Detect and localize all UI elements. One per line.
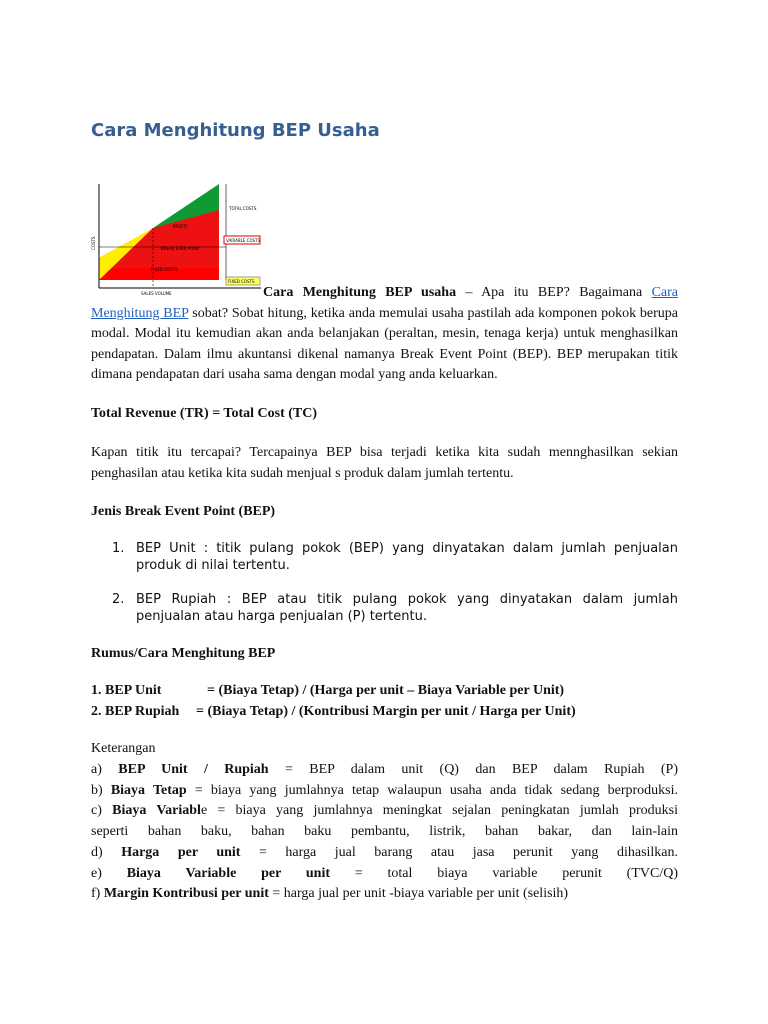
item-prefix: a): [91, 762, 102, 777]
keterangan-item-a: [91, 762, 678, 778]
item-term: BEP Unit / Rupiah: [118, 762, 269, 777]
rumus-heading-text: Rumus/Cara Menghitung BEP: [91, 646, 276, 661]
list-number: 2.: [112, 592, 125, 607]
x-axis-label: SALES VOLUME: [141, 291, 172, 296]
item-definition: = biaya yang jumlahnya tetap walaupun usaha anda tidak sedang berproduksi.: [194, 783, 679, 798]
kapan-paragraph: [91, 442, 678, 484]
list-item-line: BEP Unit : titik pulang pokok (BEP) yang dinyatakan dalam jumlah penjualan: [136, 541, 678, 556]
keterangan-item-b: [91, 783, 678, 799]
rumus-formula: = (Biaya Tetap) / (Harga per unit – Biaya Variable per Unit): [207, 683, 565, 698]
intro-link-menghitung-bep[interactable]: Menghitung BEP: [91, 305, 189, 321]
formula-tr-text: Total Revenue (TR) = Total Cost (TC): [91, 406, 318, 421]
item-term: Biaya Variable per unit: [126, 866, 330, 881]
bep-chart-image: [91, 180, 261, 298]
item-term: Harga per unit: [121, 845, 241, 860]
jenis-heading: [91, 502, 678, 523]
intro-body: sobat? Sobat hitung, ketika anda memulai usaha pastilah ada komponen pokok berupa modal. Modal itu kemudian akan anda belanjakan (peraltan, mesin, tenaga kerja) untuk menghasilkan pendapatan. Dalam ilmu akuntansi dikenal namanya Break Event Point (BEP). BEP merupakan titik dimana pendapatan dari usaha sama dengan modal yang anda keluarkan.: [91, 305, 678, 383]
rumus-label: 1. BEP Unit: [91, 683, 162, 698]
rumus-line: [91, 683, 678, 699]
formula-tr: [91, 404, 678, 425]
item-term: Biaya Variabl: [112, 803, 201, 818]
list-number: 1.: [112, 541, 125, 556]
jenis-heading-text: Jenis Break Event Point (BEP): [91, 504, 276, 519]
item-prefix: d): [91, 845, 103, 860]
profit-label: PROFIT: [173, 224, 188, 229]
list-item-line: produk di nilai tertentu.: [136, 558, 290, 573]
bep-chart-figure: [91, 180, 261, 298]
item-prefix: f): [91, 886, 101, 901]
keterangan-item-c-line2: seperti bahan baku, bahan baku pembantu, listrik, bahan bakar, dan lain-lain: [91, 824, 678, 839]
item-term: Margin Kontribusi per unit: [103, 886, 269, 901]
intro-lead: Cara Menghitung BEP usaha: [263, 285, 457, 300]
rumus-heading: [91, 644, 678, 665]
intro-paragraph: [91, 283, 678, 386]
rumus-line: [91, 704, 678, 720]
rumus-label: 2. BEP Rupiah: [91, 704, 180, 719]
item-prefix: b): [91, 783, 103, 798]
keterangan-heading: Keterangan: [91, 741, 156, 756]
y-axis-label: COSTS: [91, 236, 96, 250]
fixed-costs-area-label: FIXED COSTS: [151, 267, 178, 272]
item-definition: = harga jual barang atau jasa perunit yang dihasilkan.: [258, 845, 679, 860]
item-definition: e = biaya yang jumlahnya meningkat sejalan peningkatan jumlah produksi: [200, 803, 678, 818]
item-definition: = harga jual per unit -biaya variable per unit (selisih): [272, 886, 569, 901]
intro-link-cara[interactable]: Cara: [651, 285, 678, 300]
item-prefix: c): [91, 803, 102, 818]
keterangan-item-c: [91, 803, 678, 819]
keterangan-item-f: [91, 886, 678, 902]
fixed-costs-label: FIXED COSTS: [228, 279, 255, 284]
item-definition: = BEP dalam unit (Q) dan BEP dalam Rupiah (P): [284, 762, 679, 777]
item-prefix: e): [91, 866, 102, 881]
keterangan-item-d: [91, 845, 678, 861]
keterangan-item-e: [91, 866, 678, 882]
break-even-label: BREAK EVEN POINT: [161, 246, 200, 251]
variable-costs-label: VARIABLE COSTS: [226, 238, 261, 243]
list-item-line: penjualan atau harga penjualan (P) tertentu.: [136, 609, 427, 624]
item-definition: = total biaya variable perunit (TVC/Q): [354, 866, 678, 881]
page-title: Cara Menghitung BEP Usaha: [91, 120, 380, 141]
list-item-line: BEP Rupiah : BEP atau titik pulang pokok yang dinyatakan dalam jumlah: [136, 592, 678, 607]
item-term: Biaya Tetap: [110, 783, 187, 798]
kapan-text: Kapan titik itu tercapai? Tercapainya BEP bisa terjadi ketika kita sudah mennghasilkan sekian penghasilan atau ketika kita sudah menjual s produk dalam jumlah tertentu.: [91, 445, 678, 481]
total-costs-label: TOTAL COSTS: [229, 206, 257, 211]
intro-lead-rest: – Apa itu BEP? Bagaimana: [456, 285, 652, 300]
rumus-formula: = (Biaya Tetap) / (Kontribusi Margin per unit / Harga per Unit): [196, 704, 576, 719]
